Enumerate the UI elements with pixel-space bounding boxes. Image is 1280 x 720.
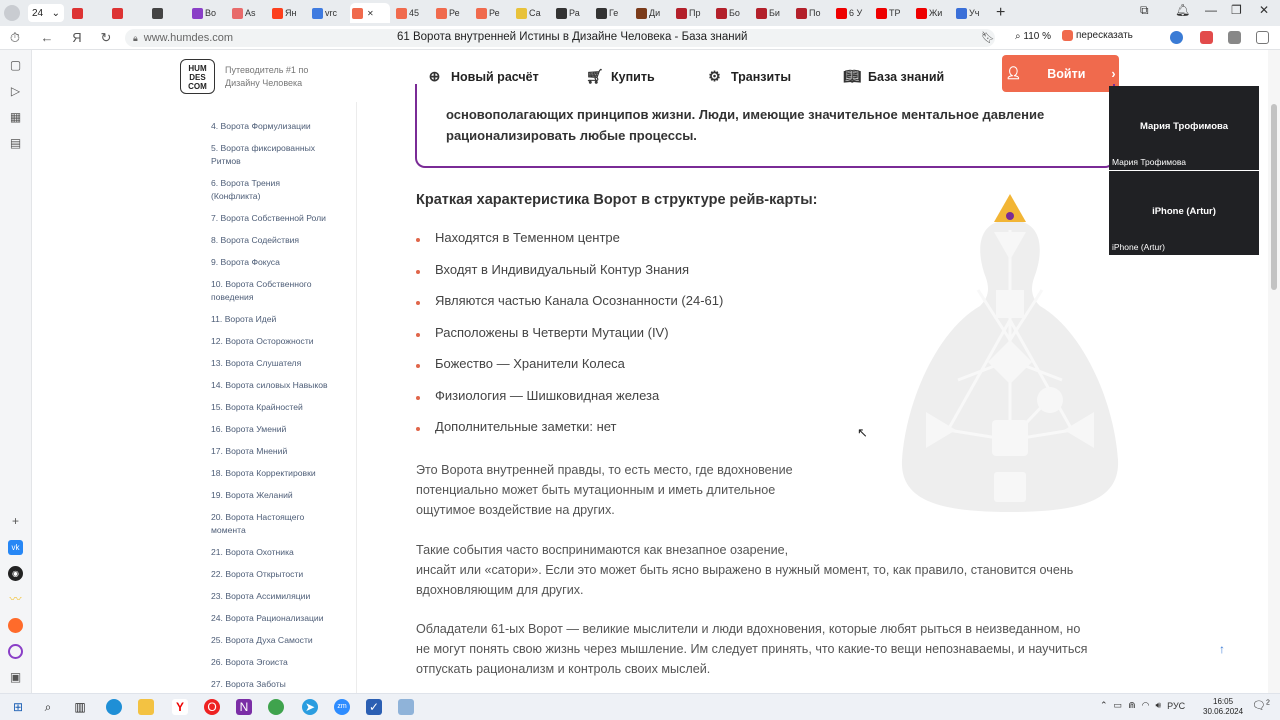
tab-label: Ге: [609, 8, 619, 18]
browser-tab[interactable]: [554, 3, 590, 23]
tab-label: TP: [889, 8, 901, 18]
participant-label: iPhone (Artur): [1112, 242, 1165, 252]
cart-icon: 🛒︎: [586, 68, 604, 84]
browser-tab-strip: [0, 0, 1280, 26]
characteristic-item: Божество — Хранители Колеса: [435, 356, 625, 371]
article-paragraph: [416, 540, 1073, 600]
site-logo[interactable]: [180, 59, 215, 94]
nav-label: Купить: [611, 69, 655, 84]
quote-text: [446, 104, 1066, 146]
sidebar-notes-icon[interactable]: ▤: [9, 136, 22, 150]
characteristic-item: Дополнительные заметки: нет: [435, 419, 617, 434]
minimize-icon[interactable]: —: [1205, 3, 1217, 17]
paragraph-line: Такие события часто воспринимаются как внезапное озарение,: [416, 543, 789, 557]
bullet-dot: [416, 270, 420, 274]
browser-tab[interactable]: [394, 3, 430, 23]
tab-favicon-icon: [476, 8, 487, 19]
tab-label: Пр: [689, 8, 701, 18]
toc-item[interactable]: 14. Ворота силовых Навыков: [211, 380, 328, 390]
tab-favicon-icon: [352, 8, 363, 19]
logo-line: DES: [189, 73, 206, 82]
browser-tab[interactable]: [874, 3, 910, 23]
nav-new-calculation[interactable]: [426, 68, 539, 85]
browser-tab[interactable]: [350, 3, 390, 23]
reload-icon[interactable]: ↻: [100, 29, 112, 45]
bookmark-icon[interactable]: 🔖︎: [981, 32, 995, 44]
browser-tab[interactable]: [834, 3, 870, 23]
opera-icon[interactable]: O: [204, 699, 220, 715]
tab-label: Ди: [649, 8, 661, 18]
toc-item[interactable]: 9. Ворота Фокуса: [211, 257, 280, 267]
tab-label: Бо: [729, 8, 740, 18]
page-title-in-bar: 61 Ворота внутренней Истины в Дизайне Человека - База знаний: [397, 31, 748, 43]
tray-chevron-up-icon[interactable]: ⌃: [1100, 700, 1108, 710]
notification-center-icon[interactable]: 🗨︎$^2$: [1252, 699, 1270, 712]
mouse-cursor-icon: ↖: [857, 425, 868, 440]
tray-battery-icon[interactable]: ▭: [1113, 700, 1123, 710]
tab-favicon-icon: [676, 8, 687, 19]
browser-sidebar: [0, 50, 32, 693]
tab-label: Ра: [569, 8, 580, 18]
page-scrollbar[interactable]: [1268, 50, 1280, 693]
tab-favicon-icon: [436, 8, 447, 19]
retell-label: пересказать: [1076, 30, 1133, 41]
book-icon: 📖︎: [843, 68, 861, 84]
toc-item[interactable]: 13. Ворота Слушателя: [211, 358, 302, 368]
characteristic-item: Расположены в Четверти Мутации (IV): [435, 325, 669, 340]
browser-tab[interactable]: [434, 3, 470, 23]
tab-favicon-icon: [72, 8, 83, 19]
tab-close-icon[interactable]: ✕: [367, 8, 374, 18]
nav-buy[interactable]: [586, 68, 655, 85]
chrome-icon[interactable]: [268, 699, 284, 715]
browser-tab[interactable]: [474, 3, 510, 23]
browser-tab[interactable]: [514, 3, 550, 23]
browser-tab[interactable]: [714, 3, 750, 23]
app-check-icon[interactable]: ✓: [366, 699, 382, 715]
browser-tab[interactable]: [230, 3, 266, 23]
restore-icon[interactable]: ❐: [1231, 3, 1242, 17]
sidebar-settings-icon[interactable]: ▣: [9, 670, 22, 684]
browser-tab[interactable]: [190, 3, 226, 23]
tab-favicon-icon: [232, 8, 243, 19]
system-tray: [1100, 700, 1185, 711]
characteristics-heading: Краткая характеристика Ворот в структуре рейв-карты:: [416, 192, 818, 208]
toc-item[interactable]: 26. Ворота Эгоиста: [211, 657, 288, 667]
tab-label: Жи: [929, 8, 943, 18]
chevron-down-icon: ⌄: [51, 7, 60, 19]
bullet-dot: [416, 333, 420, 337]
browser-tab[interactable]: [270, 3, 306, 23]
explorer-icon[interactable]: [138, 699, 154, 715]
logo-line: COM: [188, 82, 207, 91]
market-icon[interactable]: [8, 618, 23, 633]
tab-favicon-icon: [756, 8, 767, 19]
tab-label: vrc: [325, 8, 337, 18]
tab-favicon-icon: [836, 8, 847, 19]
toc-item[interactable]: 20. Ворота Настоящего момента: [211, 512, 305, 535]
app-generic-icon[interactable]: [398, 699, 414, 715]
windows-taskbar: [0, 693, 1280, 720]
browser-tab[interactable]: [594, 3, 630, 23]
retell-button[interactable]: [1062, 30, 1133, 41]
tab-label: Ре: [489, 8, 500, 18]
browser-tab[interactable]: [150, 3, 186, 23]
tab-favicon-icon: [312, 8, 323, 19]
characteristic-item: Входят в Индивидуальный Контур Знания: [435, 262, 690, 277]
tab-favicon-icon: [956, 8, 967, 19]
zen-icon[interactable]: 〰: [9, 592, 22, 606]
bullet-dot: [416, 301, 420, 305]
browser-tab[interactable]: [674, 3, 710, 23]
notification-count: 2: [1265, 699, 1270, 707]
bullet-dot: [416, 396, 420, 400]
tab-collections-icon[interactable]: ⧉: [1140, 3, 1149, 17]
browser-tab[interactable]: [914, 3, 950, 23]
toc-item[interactable]: 17. Ворота Мнений: [211, 446, 288, 456]
zoom-value: 110 %: [1023, 31, 1052, 42]
taskbar-clock[interactable]: [1203, 697, 1243, 717]
video-tile-maria[interactable]: [1109, 86, 1259, 170]
notifications-icon[interactable]: 🔔︎: [1175, 3, 1191, 17]
tray-network-icon[interactable]: ⋒: [1128, 700, 1136, 710]
edge-icon[interactable]: [106, 699, 122, 715]
bullet-dot: [416, 364, 420, 368]
toc-item[interactable]: 24. Ворота Рационализации: [211, 613, 324, 623]
paragraph-line: не могут понять свою жизнь через мышление. Им следует принять, что какие-то вещи непознаваемы, и научиться: [416, 642, 1088, 656]
toc-item[interactable]: 18. Ворота Корректировки: [211, 468, 316, 478]
toc-item[interactable]: 23. Ворота Ассимиляции: [211, 591, 311, 601]
article-paragraph: [416, 619, 1088, 679]
toc-item[interactable]: 16. Ворота Умений: [211, 424, 287, 434]
retell-icon: [1062, 30, 1073, 41]
browser-tab[interactable]: [754, 3, 790, 23]
windows-start-icon[interactable]: ⊞: [12, 700, 24, 714]
bullet-dot: [416, 427, 420, 431]
tabs-container: [70, 3, 990, 23]
close-icon[interactable]: ✕: [1259, 3, 1270, 17]
paragraph-line: ощутимое воздействие на других.: [416, 503, 615, 517]
profile-avatar[interactable]: [4, 5, 20, 21]
toc-item[interactable]: 25. Ворота Духа Самости: [211, 635, 313, 645]
browser-tab[interactable]: [110, 3, 146, 23]
vk-icon[interactable]: vk: [8, 540, 23, 555]
sidebar-collections-icon[interactable]: ▢: [9, 58, 22, 72]
bodygraph-throat-center: [996, 290, 1024, 318]
bodygraph-sacral-center: [992, 420, 1028, 456]
browser-tab[interactable]: [634, 3, 670, 23]
toc-item[interactable]: 21. Ворота Охотника: [211, 547, 294, 557]
paragraph-line: инсайт или «сатори». Если это может быть ясно выражено в нужный момент, то, как правило, становится очень: [416, 563, 1074, 577]
yandex-browser-icon[interactable]: Y: [172, 699, 188, 715]
tab-favicon-icon: [916, 8, 927, 19]
language-indicator[interactable]: РУС: [1167, 700, 1186, 711]
toc-item[interactable]: 7. Ворота Собственной Роли: [211, 213, 326, 223]
telegram-icon[interactable]: ➤: [302, 699, 318, 715]
tab-favicon-icon: [272, 8, 283, 19]
scroll-to-top-icon[interactable]: ↑: [1219, 642, 1225, 656]
quote-line: основополагающих принципов жизни. Люди, имеющие значительное ментальное давление: [446, 107, 1045, 122]
bodygraph-root-center: [994, 472, 1026, 502]
browser-tab[interactable]: [310, 3, 346, 23]
scroll-thumb[interactable]: [1271, 104, 1277, 290]
tab-label: Ре: [449, 8, 460, 18]
lock-icon: 🔒︎: [133, 32, 138, 43]
nav-label: Новый расчёт: [451, 69, 539, 84]
participant-name: iPhone (Artur): [1152, 206, 1216, 217]
new-tab-button[interactable]: +: [996, 4, 1006, 21]
bullet-dot: [416, 238, 420, 242]
article-toc: [182, 102, 357, 693]
user-icon: 👤︎: [1005, 66, 1022, 80]
extension-adblock-icon[interactable]: [1200, 31, 1213, 44]
chevron-right-icon: ›: [1111, 66, 1116, 81]
search-icon[interactable]: ⌕: [44, 700, 52, 714]
address-bar-row: [0, 26, 1280, 50]
nav-knowledge-base[interactable]: [843, 68, 944, 85]
nav-transits[interactable]: [706, 68, 791, 85]
browser-tab[interactable]: [794, 3, 830, 23]
toc-item[interactable]: 27. Ворота Заботы: [211, 679, 286, 689]
toc-item[interactable]: 8. Ворота Содействия: [211, 235, 300, 245]
sidebar-player-icon[interactable]: ▷: [10, 84, 21, 98]
tray-volume-icon[interactable]: 🔊︎: [1155, 700, 1162, 710]
sidebar-add-icon[interactable]: +: [11, 514, 19, 528]
tab-favicon-icon: [876, 8, 887, 19]
url-text: www.humdes.com: [143, 32, 234, 44]
paragraph-line: Обладатели 61-ых Ворот — великие мыслители и люди вдохновения, которые любят рыться в неизведанном, но: [416, 622, 1081, 636]
tray-wifi-icon[interactable]: ◠: [1141, 700, 1150, 710]
tab-favicon-icon: [152, 8, 163, 19]
tab-label: Са: [529, 8, 541, 18]
tab-counter[interactable]: [28, 4, 64, 22]
gear-icon: ⚙︎: [708, 68, 721, 84]
browser-tab[interactable]: [70, 3, 106, 23]
bodygraph-heart-center: [1037, 387, 1063, 413]
tab-favicon-icon: [192, 8, 203, 19]
tab-favicon-icon: [556, 8, 567, 19]
tab-label: Во: [205, 8, 217, 18]
nav-label: База знаний: [868, 69, 945, 84]
paragraph-line: Это Ворота внутренней правды, то есть место, где вдохновение: [416, 463, 793, 477]
login-label: Войти: [1047, 66, 1086, 81]
tab-label: Ян: [285, 8, 297, 18]
tab-label: 45: [409, 8, 420, 18]
back-icon[interactable]: ←: [40, 30, 54, 45]
tab-counter-value: 24: [32, 7, 44, 19]
characteristic-item: Являются частью Канала Осознанности (24-61): [435, 293, 724, 308]
toc-item[interactable]: 15. Ворота Крайностей: [211, 402, 303, 412]
toc-item[interactable]: 22. Ворота Открытости: [211, 569, 304, 579]
video-tile-artur[interactable]: [1109, 171, 1259, 255]
task-view-icon[interactable]: ▥: [74, 700, 86, 714]
clock-date: 30.06.2024: [1203, 707, 1244, 716]
toc-item[interactable]: 11. Ворота Идей: [211, 314, 277, 324]
paragraph-line: отпускать рационализм и контроль своих мыслей.: [416, 662, 711, 676]
paragraph-line: вдохновляющим для других.: [416, 583, 584, 597]
logo-line: HUM: [188, 64, 207, 73]
onenote-icon[interactable]: N: [236, 699, 252, 715]
characteristic-item: Находятся в Теменном центре: [435, 230, 620, 245]
bodygraph-gate-marker: [1006, 212, 1014, 220]
clock-time: 16:05: [1213, 697, 1234, 706]
bodygraph-image: [898, 190, 1122, 515]
toc-item[interactable]: 4. Ворота Формулизации: [211, 121, 311, 131]
zoom-level[interactable]: [1015, 31, 1051, 42]
history-icon[interactable]: ⏱: [9, 29, 21, 45]
toc-item[interactable]: 5. Ворота фиксированных Ритмов: [211, 143, 316, 166]
toc-item[interactable]: 12. Ворота Осторожности: [211, 336, 314, 346]
tab-label: По: [809, 8, 821, 18]
sidebar-calendar-icon[interactable]: ▦: [9, 110, 22, 124]
extension-puzzle-icon[interactable]: [1228, 31, 1241, 44]
tab-favicon-icon: [716, 8, 727, 19]
toc-item[interactable]: 10. Ворота Собственного поведения: [211, 279, 312, 302]
paragraph-line: потенциально может быть мутационным и иметь длительное: [416, 483, 776, 497]
extension-icon[interactable]: [1170, 31, 1183, 44]
downloads-icon[interactable]: [1256, 31, 1269, 44]
plus-circle-icon: ⊕: [428, 68, 441, 84]
yandex-icon[interactable]: Я: [72, 30, 82, 45]
tab-label: 6 У: [849, 8, 863, 18]
tab-favicon-icon: [636, 8, 647, 19]
tab-favicon-icon: [112, 8, 123, 19]
article-paragraph: [416, 460, 793, 520]
nav-label: Транзиты: [731, 69, 791, 84]
tab-label: Би: [769, 8, 780, 18]
browser-tab[interactable]: [954, 3, 990, 23]
characteristic-item: Физиология — Шишковидная железа: [435, 388, 660, 403]
tab-favicon-icon: [596, 8, 607, 19]
tab-favicon-icon: [796, 8, 807, 19]
zoom-app-icon[interactable]: zm: [334, 699, 350, 715]
toc-item[interactable]: 19. Ворота Желаний: [211, 490, 293, 500]
toc-item[interactable]: 6. Ворота Трения (Конфликта): [211, 178, 280, 201]
quote-line: рационализировать любые процессы.: [446, 128, 697, 143]
alice-icon[interactable]: [8, 644, 23, 659]
participant-name: Мария Трофимова: [1139, 121, 1229, 132]
zoom-search-icon: ⌕: [1015, 31, 1024, 42]
tab-label: As: [245, 8, 256, 18]
tab-label: Уч: [969, 8, 980, 18]
site-tagline: Путеводитель #1 по Дизайну Человека: [225, 65, 309, 88]
tab-favicon-icon: [516, 8, 527, 19]
participant-label: Мария Трофимова: [1112, 157, 1186, 167]
music-icon[interactable]: ◉: [8, 566, 23, 581]
tab-favicon-icon: [396, 8, 407, 19]
